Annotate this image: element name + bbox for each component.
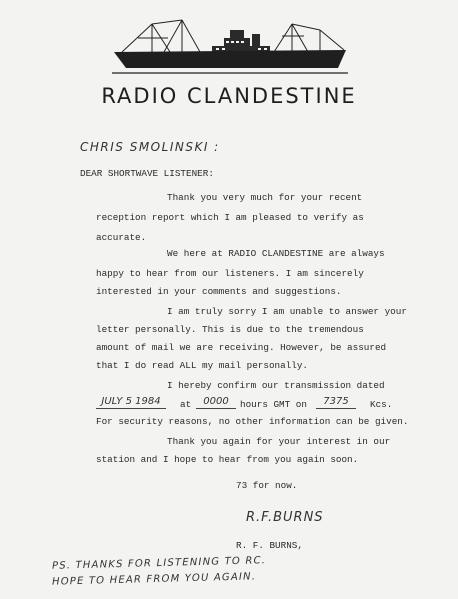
paragraph-3-line-2: letter personally. This is due to the tremendous [96,324,364,335]
paragraph-1-line-1: Thank you very much for your recent [167,192,363,203]
closing: 73 for now. [236,480,298,491]
paragraph-3-line-1: I am truly sorry I am unable to answer your [167,306,407,317]
postscript-line-2: HOPE TO HEAR FROM YOU AGAIN. [51,571,257,588]
signer-name: R. F. BURNS, [236,540,303,551]
paragraph-5-line-2: station and I hope to hear from you again soon. [96,454,359,465]
paragraph-4-line-3: For security reasons, no other information can be given. [96,416,409,427]
cargo-ship-icon [112,16,348,78]
paragraph-4-line-1: I hereby confirm our transmission dated [167,380,385,391]
paragraph-1-line-2: reception report which I am pleased to verify as [96,212,364,223]
paragraph-2-line-2: happy to hear from our listeners. I am sincerely [96,268,364,279]
signature: R.F.BURNS [246,510,324,525]
at-label: at [180,399,192,410]
letterhead-title: RADIO CLANDESTINE [101,84,357,108]
paragraph-3-line-3: amount of mail we are receiving. However, be assured [96,342,387,353]
frequency-field: 7375 [316,396,356,409]
paragraph-2-line-3: interested in your comments and suggestions. [96,286,342,297]
frequency-unit: Kcs. [370,399,393,410]
paragraph-2-line-1: We here at RADIO CLANDESTINE are always [167,248,385,259]
paragraph-5-line-1: Thank you again for your interest in our [167,436,391,447]
transmission-time-field: 0000 [196,396,236,409]
hours-gmt-label: hours GMT on [240,399,307,410]
paragraph-1-line-3: accurate. [96,232,147,243]
salutation: DEAR SHORTWAVE LISTENER: [80,168,214,179]
paragraph-3-line-4: that I do read ALL my mail personally. [96,360,309,371]
postscript-line-1: PS. THANKS FOR LISTENING TO RC. [51,555,267,572]
transmission-date-field: JULY 5 1984 [96,396,166,409]
addressee-handwritten: CHRIS SMOLINSKI : [80,140,220,154]
